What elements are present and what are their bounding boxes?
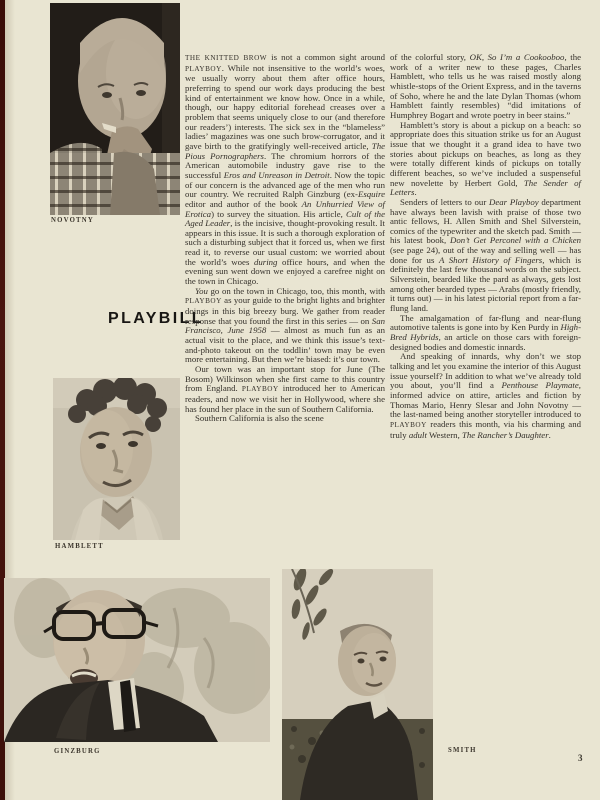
novotny-portrait-illustration: [50, 3, 180, 215]
ginzburg-portrait-illustration: [4, 578, 270, 742]
text-run: Hamblett’s story is about a pickup on a beach: so appropriate does this situation strike us for an August issue that we thought it a grand idea to have two stories about pickups on beaches, as long as they were totally different kinds of pickups on totally different beaches, so we’ve included a suspenseful new novelette by Herbert Gold,: [390, 119, 581, 188]
text-run: . While not insensitive to the world’s woes, we usually worry about them after office hours, preferring to spend our work days producing the best kind of entertainment we know how. Once in a while, though, our happy editorial forehead creases over a problem that seems uniquely close to our (and therefore our readers’) interests. The sick sex in the “blameless” ladies’ magazines was one such brow-corrugator, and it gave birth to the gratifyingly well-received article,: [185, 62, 385, 151]
italic-text-run: Esquire: [357, 189, 385, 200]
italic-text-run: adult: [408, 429, 427, 440]
text-run: is not a common sight around: [267, 52, 386, 62]
text-run: editor and author of the book: [185, 198, 302, 209]
text-run: — almost as much fun as an actual visit to the place, and we think this issue’s text-and-photo takeout on the toddlin’ town may be even more entertaining. But then we’re biased: it’s our town.: [185, 325, 385, 365]
paragraph: [390, 198, 581, 314]
italic-text-run: A Short History of Fingers: [438, 254, 543, 265]
paragraph: [185, 53, 385, 287]
novotny-photo: [50, 3, 180, 215]
paragraph: [185, 287, 385, 365]
smith-caption: SMITH: [448, 747, 477, 754]
smallcaps-text-run: PLAYBOY: [185, 64, 222, 73]
hamblett-caption: HAMBLETT: [55, 543, 104, 550]
text-run: , the work of a writer new to these pages, Charles Hamblett, who tells us he was raised mostly along whistle-stops of the Orient Express, and in the taverns of Soho, where he and the late Dylan Thomas (whom Hamblett faintly resembles) “did imitations of Humphrey Bogart and wrote poetry in beer stains.”: [390, 52, 581, 120]
text-run: department have always been lavish with praise of those two antic fellows, H. Allen Smith and Shel Silverstein, comics of the typewriter and the sketch pad. Smith — his latest book,: [390, 196, 581, 246]
text-run: as your guide to the bright lights and brighter doings in this big breezy burg. We gather from reader response that you found the first in this series — on: [185, 295, 385, 326]
text-run: , informed advice on attire, articles and fiction by Thomas Mario, Henry Slesar and John Novotny — the last-named being another storyteller introduced to: [390, 380, 581, 420]
text-run: , is the incisive, thought-provoking result. It appears in this issue. It is such a thorough exploration of such a disturbing subject that it forced us, when we first read it, to reverse our usual custom: we worried about the world’s woes: [185, 218, 385, 267]
novotny-caption: NOVOTNY: [51, 217, 95, 224]
ginzburg-caption: GINZBURG: [54, 748, 101, 755]
italic-text-run: The Sender of Letters: [390, 177, 581, 198]
smallcaps-text-run: THE KNITTED BROW: [185, 54, 268, 62]
playbill-title: PLAYBILL: [108, 310, 204, 327]
italic-text-run: The Rancher’s Daughter: [461, 429, 549, 440]
text-run: (see page 24), out of the way and selling well — has done for us: [390, 245, 581, 265]
paragraph: [390, 121, 581, 198]
article-column-1: [185, 53, 385, 424]
smith-portrait-illustration: [282, 569, 433, 800]
text-run: Our town was an important stop for June (The Bosom) Wilkinson when she first came to this country from England.: [185, 364, 385, 394]
italic-text-run: OK, So I’m a Cookooboo: [469, 52, 565, 62]
italic-text-run: Penthouse Playmate: [501, 380, 579, 391]
text-run: go on the town in Chicago, too, this month, with: [207, 285, 385, 296]
italic-text-run: Dear Playboy: [489, 196, 539, 207]
smallcaps-text-run: PLAYBOY: [390, 420, 427, 429]
smallcaps-text-run: PLAYBOY: [185, 297, 222, 306]
text-run: office hours, and when the evening sun went down we enjoyed a carefree night on the town in Chicago.: [185, 256, 385, 287]
text-run: , an article on those cars with foreign-designed bodies and domestic innards.: [390, 332, 581, 352]
paragraph: [390, 314, 581, 353]
text-run: . The chromium horrors of the American automobile industry gave rise to the successful: [185, 150, 386, 180]
italic-text-run: during: [253, 256, 278, 267]
italic-text-run: San Francisco, June 1958: [185, 315, 385, 336]
paragraph: [390, 352, 581, 440]
hamblett-portrait-illustration: [53, 378, 180, 540]
paragraph: [390, 53, 581, 121]
italic-text-run: An Unhurried View of Erotica: [185, 198, 385, 219]
text-run: .: [414, 187, 417, 198]
text-run: The amalgamation of far-flung and near-flung automotive talents is gone into by Ken Purdy in: [390, 312, 581, 333]
paragraph: [185, 414, 385, 424]
text-run: ) to survey the situation. His article,: [211, 208, 346, 219]
italic-text-run: You: [195, 285, 208, 296]
italic-text-run: The Pious Pornographers: [185, 140, 385, 161]
italic-text-run: High-Bred Hybrids: [390, 322, 581, 343]
page-number: 3: [578, 753, 583, 763]
smallcaps-text-run: PLAYBOY: [241, 385, 279, 394]
text-run: . Now the topic of our concern is the advanced age of the men who run our country. We recruited Ralph Ginzburg (ex-: [185, 169, 385, 200]
italic-text-run: Don’t Get Perconel with a Chicken: [450, 235, 581, 246]
article-column-2: [390, 53, 581, 440]
text-run: introduced her to American readers, and now we visit her in Hollywood, where she has found her place in the sun of Southern California.: [185, 383, 386, 414]
text-run: , which is definitely the last few thousand words on the subject. Silverstein, bearded like the pard as always, gets lost among other bearded types — Arabs (mostly friendly, it turns out) — in his latest pictorial report from a far-flung land.: [390, 254, 581, 314]
ginzburg-photo: [4, 578, 270, 742]
text-run: Western,: [426, 429, 462, 440]
text-run: of the colorful story,: [390, 52, 470, 62]
hamblett-photo: [53, 378, 180, 540]
italic-text-run: Cult of the Aged Leader: [185, 208, 385, 229]
text-run: readers this month, via his charming and truly: [390, 418, 581, 440]
smith-photo: [282, 569, 433, 800]
text-run: And speaking of innards, why don’t we stop talking and let you examine the interior of this August issue yourself? In addition to what we’ve already told you about, you’ll find a: [390, 351, 581, 391]
text-run: Southern California is also the scene: [195, 413, 324, 424]
text-run: Senders of letters to our: [400, 196, 489, 207]
text-run: .: [548, 429, 551, 440]
paragraph: [185, 365, 385, 414]
italic-text-run: Eros and Unreason in Detroit: [223, 169, 330, 180]
